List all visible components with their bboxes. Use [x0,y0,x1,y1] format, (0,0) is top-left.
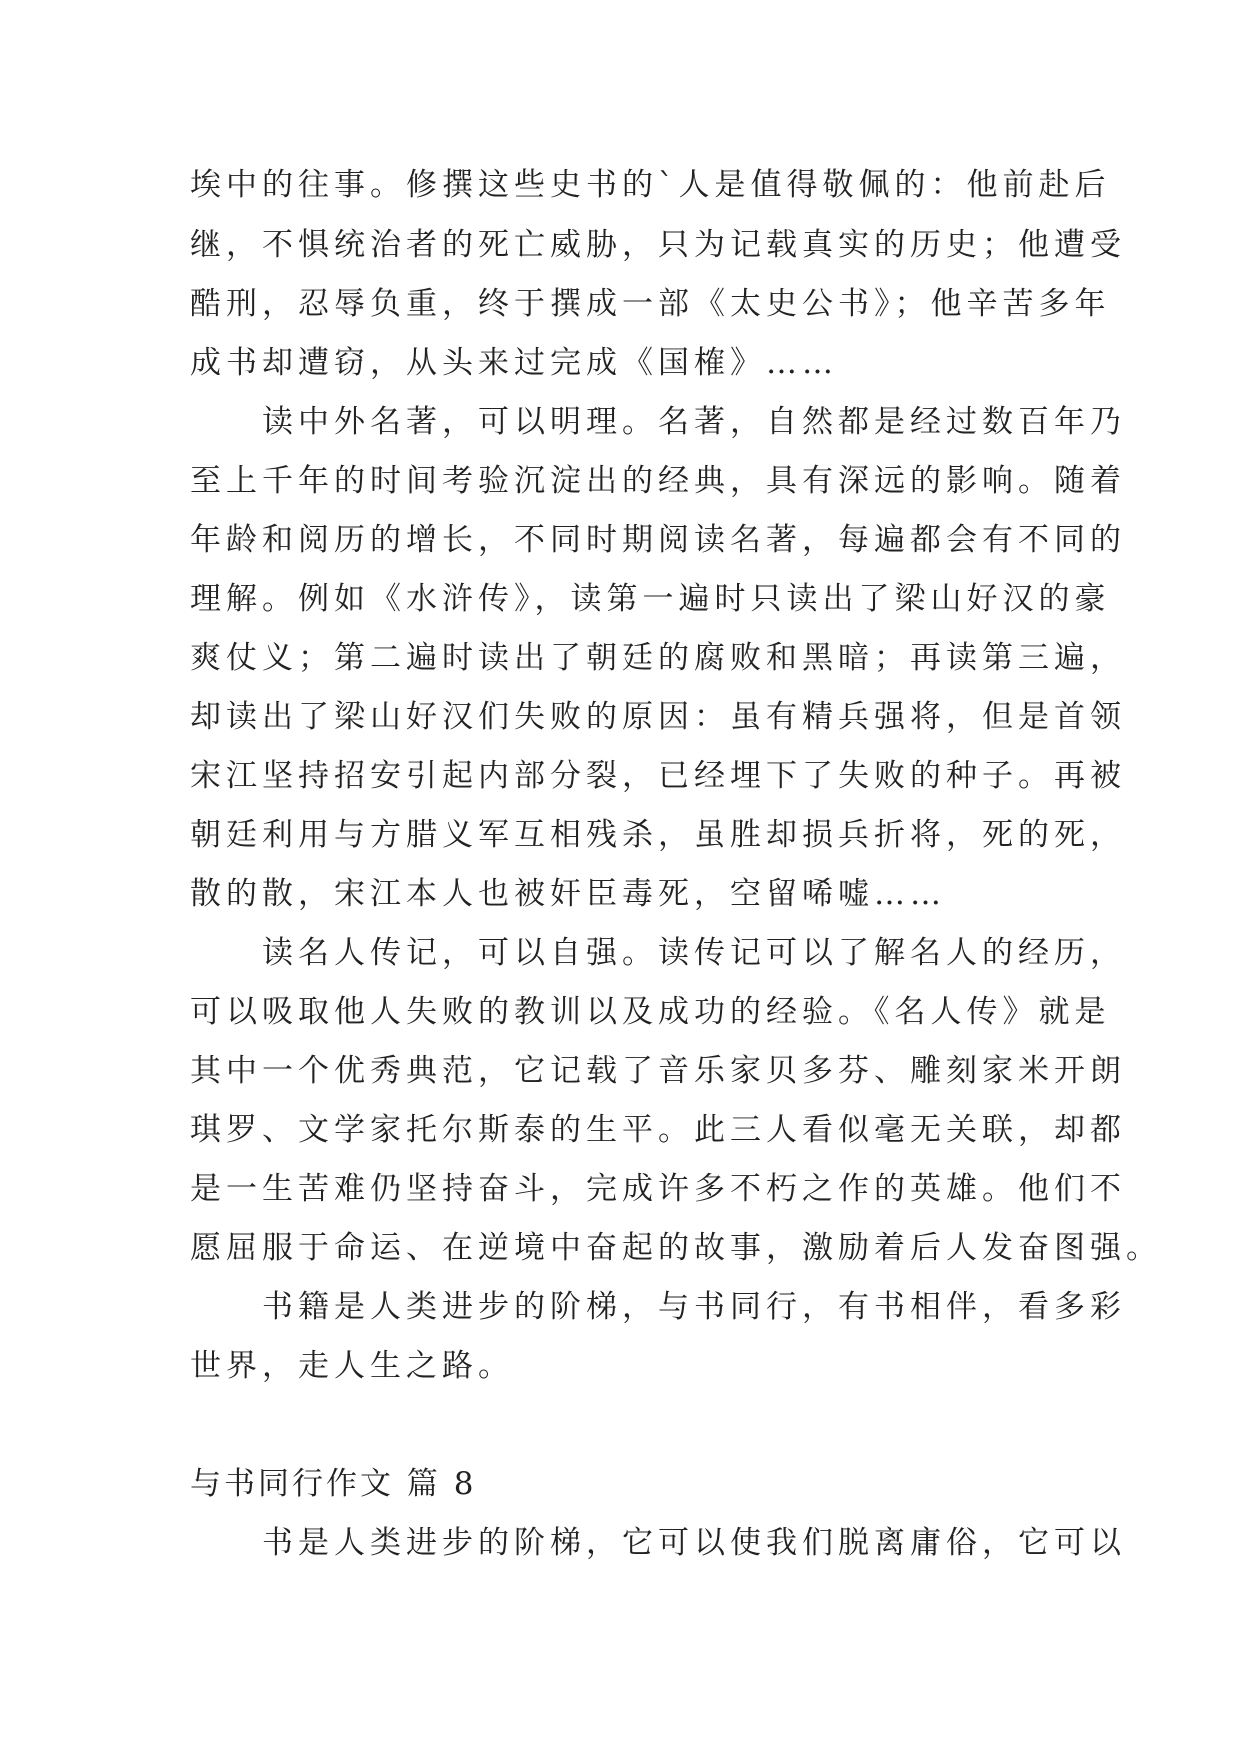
text-line: 年龄和阅历的增长，不同时期阅读名著，每遍都会有不同的 [190,522,1126,558]
paragraph-start-line: 读名人传记，可以自强。读传记可以了解名人的经历， [190,935,1126,971]
text-line: 是一生苦难仍坚持奋斗，完成许多不朽之作的英雄。他们不 [190,1171,1126,1207]
text-line: 宋江坚持招安引起内部分裂，已经埋下了失败的种子。再被 [190,758,1126,794]
text-line: 世界，走人生之路。 [190,1348,514,1384]
text-line: 朝廷利用与方腊义军互相残杀，虽胜却损兵折将，死的死， [190,817,1126,853]
text-line: 其中一个优秀典范，它记载了音乐家贝多芬、雕刻家米开朗 [190,1053,1126,1089]
text-line: 酷刑，忍辱负重，终于撰成一部《太史公书》；他辛苦多年 [190,286,1111,322]
text-line: 可以吸取他人失败的教训以及成功的经验。《名人传》就是 [190,994,1111,1030]
paragraph-start-line: 书籍是人类进步的阶梯，与书同行，有书相伴，看多彩 [190,1289,1126,1325]
text-line: 却读出了梁山好汉们失败的原因：虽有精兵强将，但是首领 [190,699,1126,735]
text-line: 理解。例如《水浒传》，读第一遍时只读出了梁山好汉的豪 [190,581,1111,617]
text-line: 琪罗、文学家托尔斯泰的生平。此三人看似毫无关联，却都 [190,1112,1126,1148]
text-line: 愿屈服于命运、在逆境中奋起的故事，激励着后人发奋图强。 [190,1230,1162,1266]
text-line: 继，不惧统治者的死亡威胁，只为记载真实的历史；他遭受 [190,227,1126,263]
text-line: 至上千年的时间考验沉淀出的经典，具有深远的影响。随着 [190,463,1126,499]
text-line: 爽仗义；第二遍时读出了朝廷的腐败和黑暗；再读第三遍， [190,640,1126,676]
paragraph-start-line: 书是人类进步的阶梯，它可以使我们脱离庸俗，它可以 [190,1525,1126,1561]
text-line: 成书却遭窃，从头来过完成《国榷》…… [190,345,838,381]
section-heading: 与书同行作文 篇 8 [190,1466,477,1502]
text-line: 散的散，宋江本人也被奸臣毒死，空留唏嘘…… [190,876,946,912]
text-line: 埃中的往事。修撰这些史书的`人是值得敬佩的：他前赴后 [190,167,1111,203]
paragraph-start-line: 读中外名著，可以明理。名著，自然都是经过数百年乃 [190,404,1126,440]
